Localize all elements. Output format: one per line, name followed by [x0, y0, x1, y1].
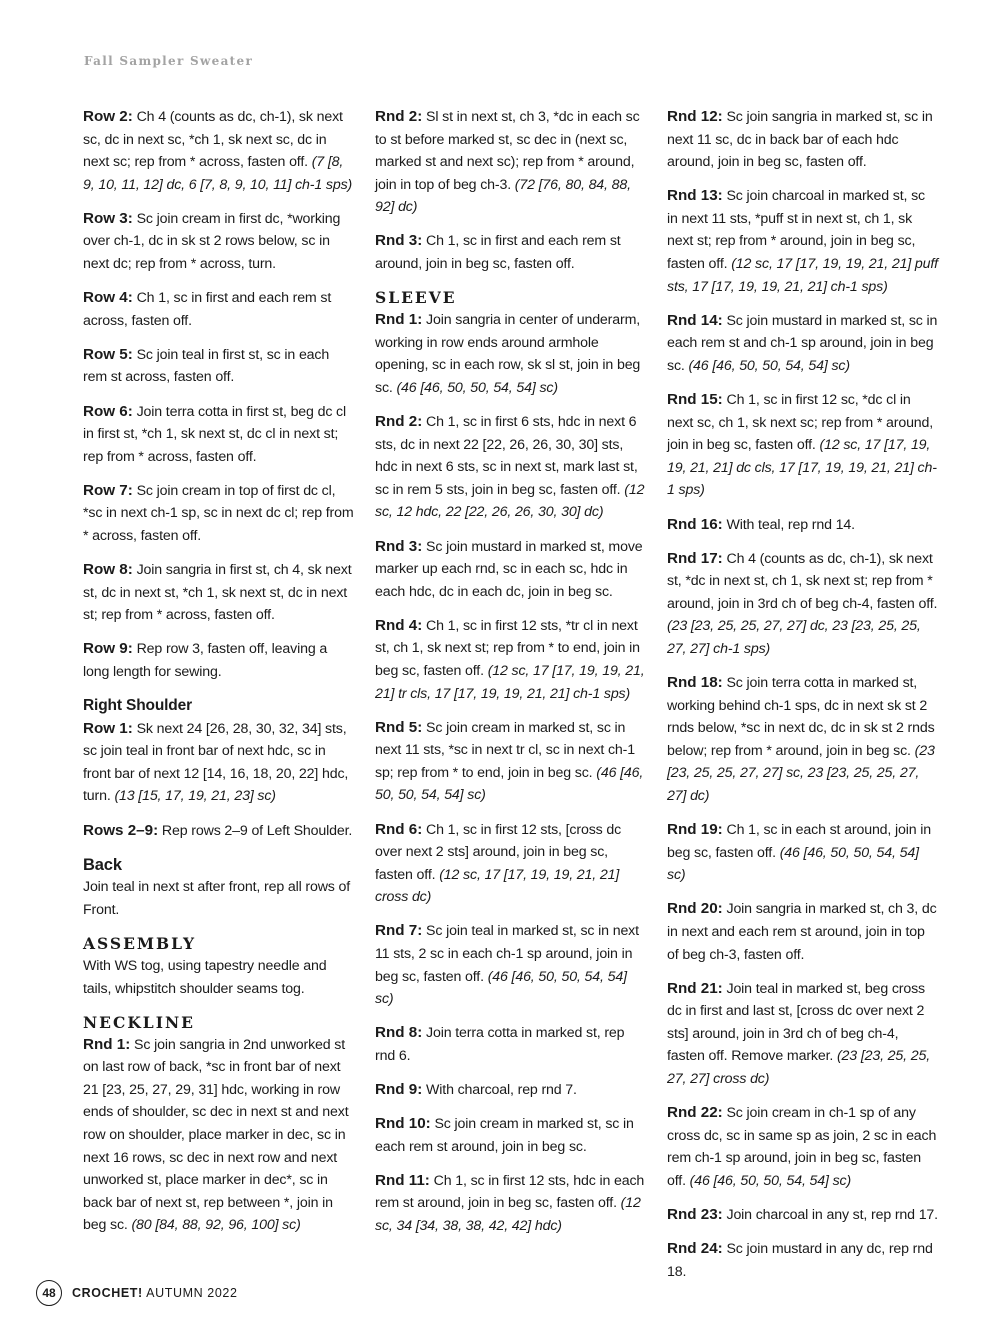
instruction-sleeve-rnd-9: Rnd 9: With charcoal, rep rnd 7. — [375, 1080, 577, 1098]
instruction-row-7: Row 7: Sc join cream in top of first dc cl, *sc in next ch-1 sp, sc in next dc cl; rep from * across, fasten off. — [83, 481, 354, 544]
text-column-3 — [667, 106, 939, 1295]
instruction-neckline-rnd-3: Rnd 3: Ch 1, sc in first and each rem st around, join in beg sc, fasten off. — [375, 232, 621, 273]
magazine-name: CROCHET! — [72, 1286, 143, 1300]
instruction-row-8: Row 8: Join sangria in first st, ch 4, sk next st, dc in next st, *ch 1, sk next st, dc in next st; rep from * across, fasten off. — [83, 561, 352, 624]
instruction-sleeve-rnd-6: Rnd 6: Ch 1, sc in first 12 sts, [cross dc over next 2 sts] around, join in beg sc, fasten off. (12 sc, 17 [17, 19, 19, 21, 21] cross dc) — [375, 820, 622, 906]
instruction-sleeve-rnd-19: Rnd 19: Ch 1, sc in each st around, join in beg sc, fasten off. (46 [46, 50, 50, 54, 54] sc) — [667, 821, 932, 884]
instruction-sleeve-rnd-22: Rnd 22: Sc join cream in ch-1 sp of any cross dc, sc in same sp as join, 2 sc in each rem ch-1 sp around, join in beg sc, fasten off. (46 [46, 50, 50, 54, 54] sc) — [667, 1104, 937, 1189]
instruction-sleeve-rnd-16: Rnd 16: With teal, rep rnd 14. — [667, 515, 855, 533]
text-column-1 — [83, 106, 355, 1248]
instruction-neckline-rnd-2: Rnd 2: Sl st in next st, ch 3, *dc in each sc to st before marked st, sc dec in (next sc, marked st and next sc); rep from * around, join in top of beg ch-3. (72 [76, 80, 84, 88, 92] dc) — [375, 108, 640, 216]
instruction-sleeve-rnd-4: Rnd 4: Ch 1, sc in first 12 sts, *tr cl in next st, ch 1, sk next st; rep from * to end, join in beg sc, fasten off. (12 sc, 17 [17, 19, 19, 21, 21] tr cls, 17 [17, 19, 19, 21, 21] ch-1 sps) — [375, 616, 645, 702]
instruction-sleeve-rnd-18: Rnd 18: Sc join terra cotta in marked st, working behind ch-1 sps, dc in next sk st 2 rnds below, *sc in next dc, dc in sk st 2 rnds below; rep from * around, join in beg sc. (23 [23, 25, 25, 27, 27] sc, 23 [23, 25, 25, 27, 27] dc) — [667, 674, 935, 805]
publication-line — [72, 1286, 238, 1300]
instruction-neckline-rnd-1: Rnd 1: Sc join sangria in 2nd unworked st on last row of back, *sc in front bar of next 21 [23, 25, 27, 29, 31] hdc, working in row ends of shoulder, sc dec in next st and next row on shoulder, place marker in dec, sc in next 16 rows, sc dec in next row and next unworked st, place marker in dec*, sc in back bar of next st, rep between *, join in beg sc. (80 [84, 88, 92, 96, 100] sc) — [83, 1035, 349, 1234]
instruction-sleeve-rnd-21: Rnd 21: Join teal in marked st, beg cross dc in first and last st, [cross dc over next 2 sts] around, join in 3rd ch of beg ch-4, fasten off. Remove marker. (23 [23, 25, 25, 27, 27] cross dc) — [667, 979, 931, 1088]
instruction-row-9: Row 9: Rep row 3, fasten off, leaving a long length for sewing. — [83, 640, 328, 680]
instruction-sleeve-rnd-14: Rnd 14: Sc join mustard in marked st, sc in each rem st and ch-1 sp around, join in beg sc. (46 [46, 50, 50, 54, 54] sc) — [667, 311, 938, 374]
issue-label: AUTUMN 2022 — [146, 1286, 238, 1300]
back-text: Join teal in next st after front, rep all rows of Front. — [83, 879, 351, 918]
instruction-sleeve-rnd-17: Rnd 17: Ch 4 (counts as dc, ch-1), sk next st, *dc in next st, ch 1, sk next st; rep from * around, join in 3rd ch of beg ch-4, fasten off. (23 [23, 25, 25, 27, 27] dc, 23 [23, 25, 25, 27, 27] ch-1 sps) — [667, 549, 938, 657]
instruction-sleeve-rnd-11: Rnd 11: Ch 1, sc in first 12 sts, hdc in each rem st around, join in beg sc, fasten off. (12 sc, 34 [34, 38, 38, 42, 42] hdc) — [375, 1171, 645, 1234]
instruction-row-5: Row 5: Sc join teal in first st, sc in each rem st across, fasten off. — [83, 345, 330, 386]
text-column-2 — [375, 106, 647, 1249]
instruction-row-2: Row 2: Ch 4 (counts as dc, ch-1), sk next sc, dc in next sc, *ch 1, sk next sc, dc in next sc; rep from * across, fasten off. (7 [8, 9, 10, 11, 12] dc, 6 [7, 8, 9, 10, 11] ch-1 sps) — [83, 108, 353, 193]
instruction-sleeve-rnd-24: Rnd 24: Sc join mustard in any dc, rep rnd 18. — [667, 1240, 933, 1280]
right-shoulder-heading: Right Shoulder — [83, 697, 192, 715]
neckline-heading: NECKLINE — [83, 1012, 195, 1032]
instruction-sleeve-rnd-23: Rnd 23: Join charcoal in any st, rep rnd 17. — [667, 1206, 938, 1224]
instruction-right-shoulder-row-1: Row 1: Sk next 24 [26, 28, 30, 32, 34] sts, sc join teal in front bar of next hdc, sc in front bar of next 12 [14, 16, 18, 20, 22] hdc, turn. (13 [15, 17, 19, 21, 23] sc) — [83, 719, 349, 805]
page-number: 48 — [36, 1280, 62, 1306]
instruction-sleeve-rnd-15: Rnd 15: Ch 1, sc in first 12 sc, *dc cl in next sc, ch 1, sk next sc; rep from * around, join in beg sc, fasten off. (12 sc, 17 [17, 19, 19, 21, 21] dc cls, 17 [17, 19, 19, 21, 21] ch-1 sps) — [667, 391, 937, 499]
instruction-row-6: Row 6: Join terra cotta in first st, beg dc cl in first st, *ch 1, sk next st, dc cl in next st; rep from * across, fasten off. — [83, 402, 347, 465]
instruction-sleeve-rnd-2: Rnd 2: Ch 1, sc in first 6 sts, hdc in next 6 sts, dc in next 22 [22, 26, 26, 30, 30] sts, hdc in next 6 sts, sc in next st, mark last st, sc in rem 5 sts, join in beg sc, fasten off. (12 sc, 12 hdc, 22 [22, 26, 26, 30, 30] dc) — [375, 413, 645, 521]
page-footer — [36, 1279, 238, 1307]
instruction-sleeve-rnd-5: Rnd 5: Sc join cream in marked st, sc in next 11 sts, *sc in next tr cl, sc in next ch-1 sp; rep from * to end, join in beg sc. (46 [46, 50, 50, 54, 54] sc) — [375, 718, 644, 804]
instruction-sleeve-rnd-3: Rnd 3: Sc join mustard in marked st, move marker up each rnd, sc in each sc, hdc in each hdc, dc in each dc, join in beg sc. — [375, 537, 643, 600]
instruction-row-3: Row 3: Sc join cream in first dc, *working over ch-1, dc in sk st 2 rows below, sc in next dc; rep from * across, turn. — [83, 209, 341, 273]
instruction-sleeve-rnd-13: Rnd 13: Sc join charcoal in marked st, sc in next 11 sts, *puff st in next st, ch 1, sk next st; rep from * around, join in beg sc, fasten off. (12 sc, 17 [17, 19, 19, 21, 21] puff sts, 17 [17, 19, 19, 21, 21] ch-1 sps) — [667, 187, 938, 295]
instruction-sleeve-rnd-1: Rnd 1: Join sangria in center of underarm, working in row ends around armhole opening, sc in each row, sk sl st, join in beg sc. (46 [46, 50, 50, 54, 54] sc) — [375, 311, 641, 396]
instruction-sleeve-rnd-10: Rnd 10: Sc join cream in marked st, sc in each rem st around, join in beg sc. — [375, 1115, 634, 1155]
instruction-sleeve-rnd-8: Rnd 8: Join terra cotta in marked st, rep rnd 6. — [375, 1024, 625, 1064]
instruction-sleeve-rnd-7: Rnd 7: Sc join teal in marked st, sc in next 11 sts, 2 sc in each ch-1 sp around, join in beg sc, fasten off. (46 [46, 50, 50, 54, 54] sc) — [375, 922, 639, 1008]
back-heading: Back — [83, 855, 122, 874]
instruction-row-4: Row 4: Ch 1, sc in first and each rem st across, fasten off. — [83, 289, 332, 329]
sleeve-heading: SLEEVE — [375, 288, 457, 308]
assembly-heading: ASSEMBLY — [83, 933, 197, 953]
instruction-rows-2-9: Rows 2–9: Rep rows 2–9 of Left Shoulder. — [83, 821, 353, 839]
running-title: Fall Sampler Sweater — [84, 54, 254, 68]
assembly-text: With WS tog, using tapestry needle and tails, whipstitch shoulder seams tog. — [83, 957, 327, 997]
instruction-sleeve-rnd-12: Rnd 12: Sc join sangria in marked st, sc in next 11 sc, dc in back bar of each hdc around, join in beg sc, fasten off. — [667, 108, 933, 171]
instruction-sleeve-rnd-20: Rnd 20: Join sangria in marked st, ch 3, dc in next and each rem st around, join in top of beg ch-3, fasten off. — [667, 900, 937, 963]
